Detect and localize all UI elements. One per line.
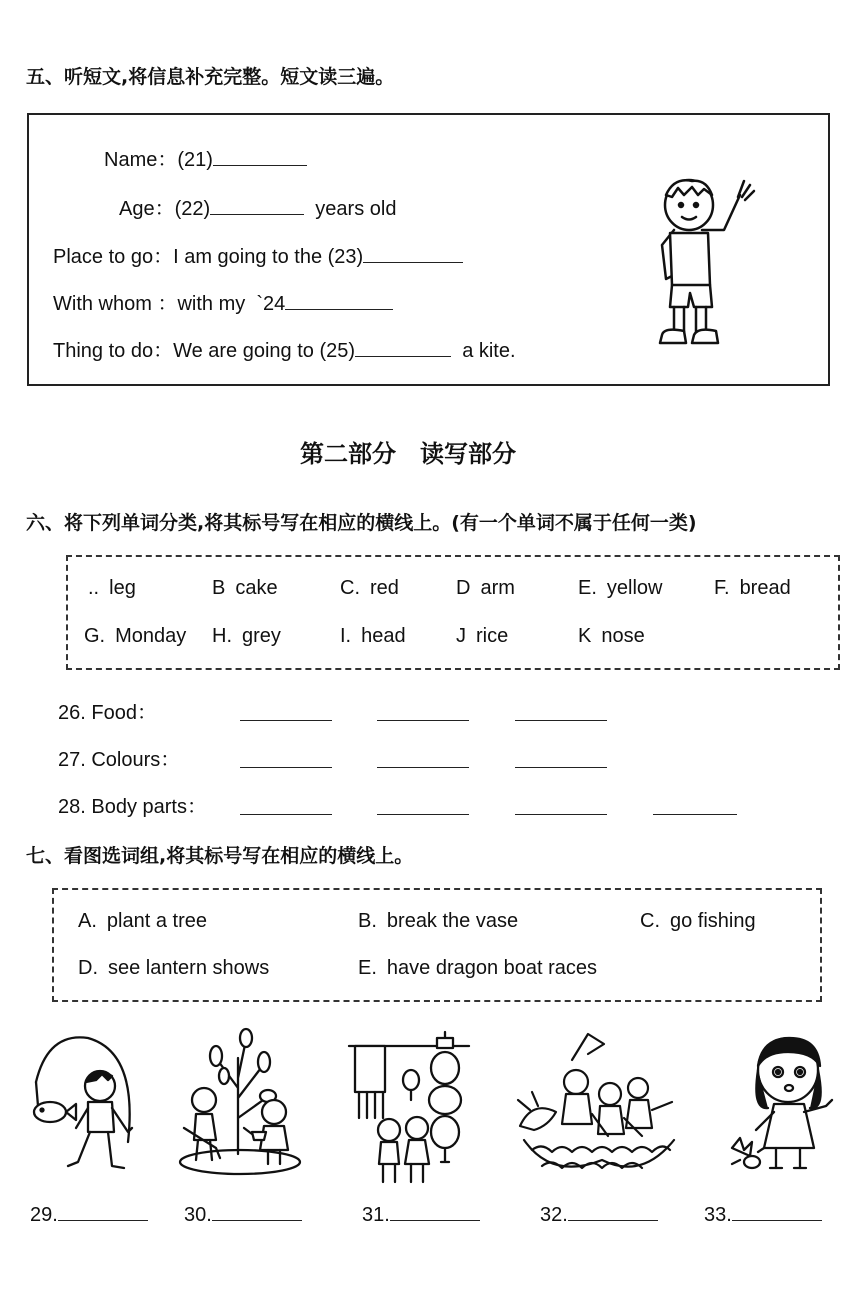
option-letter: B. [358, 910, 377, 932]
option-text: break the vase [386, 910, 519, 932]
picture-number: 30. [184, 1204, 212, 1226]
row-prefix: We are going to [173, 340, 314, 362]
broken-vase-girl-icon [722, 1030, 852, 1180]
word-text: grey [242, 625, 281, 647]
word-text: head [361, 625, 406, 647]
word-item [88, 577, 136, 600]
option-letter: A. [78, 910, 97, 932]
word-text: yellow [606, 577, 663, 599]
section-5-title: 五、听短文,将信息补充完整。短文读三遍。 [26, 66, 395, 88]
word-item [340, 577, 399, 600]
row-prefix: with my [177, 293, 246, 315]
option-text: plant a tree [106, 910, 207, 932]
phrase-options-box [52, 888, 822, 1002]
picture-answer-blank[interactable] [568, 1220, 658, 1221]
blank-number: (23) [327, 246, 364, 268]
word-text: red [370, 577, 399, 599]
word-item [456, 625, 508, 648]
waving-boy-icon [644, 175, 764, 355]
picture-answer-blank[interactable] [390, 1220, 480, 1221]
answer-blank[interactable] [653, 814, 737, 815]
option-letter: C. [640, 910, 660, 932]
word-text: rice [476, 625, 509, 647]
phrase-option [78, 910, 207, 933]
word-letter: E. [578, 577, 597, 599]
option-text: see lantern shows [108, 957, 270, 979]
word-text: nose [601, 625, 645, 647]
word-letter: K [578, 625, 592, 647]
row-age [119, 192, 396, 221]
picture-label [362, 1204, 480, 1227]
word-item [84, 625, 186, 648]
row-label: Age： [119, 198, 175, 220]
blank-number: (22) [174, 198, 211, 220]
word-letter: C. [340, 577, 360, 599]
answer-blank[interactable] [515, 767, 607, 768]
phrase-option [640, 910, 756, 933]
word-text: leg [109, 577, 136, 599]
answer-blank[interactable] [240, 720, 332, 721]
phrase-option [78, 957, 269, 980]
answer-blank-23[interactable] [363, 262, 463, 263]
word-item [340, 625, 406, 648]
word-text: cake [235, 577, 278, 599]
word-text: Monday [115, 625, 187, 647]
question-label: 28. Body parts： [58, 796, 207, 818]
word-letter: B [212, 577, 226, 599]
word-item [212, 625, 281, 648]
row-thing [53, 334, 516, 363]
answer-blank-22[interactable] [210, 214, 304, 215]
question-label: 27. Colours： [58, 749, 181, 771]
word-text: bread [739, 577, 791, 599]
lantern-show-icon [345, 1028, 475, 1188]
word-letter: I. [340, 625, 352, 647]
word-letter: G. [84, 625, 106, 647]
word-bank-box [66, 555, 840, 670]
answer-blank[interactable] [377, 814, 469, 815]
picture-label [540, 1204, 658, 1227]
answer-blank[interactable] [515, 814, 607, 815]
fishing-boy-icon [28, 1032, 153, 1182]
word-letter: H. [212, 625, 232, 647]
answer-blank[interactable] [515, 720, 607, 721]
word-item [456, 577, 515, 600]
picture-label [184, 1204, 302, 1227]
option-letter: D. [78, 957, 98, 979]
picture-answer-blank[interactable] [732, 1220, 822, 1221]
phrase-option [358, 910, 518, 933]
blank-number: (21) [177, 149, 213, 171]
picture-answer-blank[interactable] [212, 1220, 302, 1221]
section-6-title: 六、将下列单词分类,将其标号写在相应的横线上。(有一个单词不属于任何一类) [26, 512, 697, 534]
row-label: Place to go： [53, 246, 174, 268]
section-7-title: 七、看图选词组,将其标号写在相应的横线上。 [26, 845, 414, 867]
row-name [104, 143, 307, 172]
picture-label [30, 1204, 148, 1227]
answer-blank[interactable] [377, 720, 469, 721]
picture-number: 29. [30, 1204, 58, 1226]
word-letter: D [456, 577, 471, 599]
option-text: have dragon boat races [386, 957, 598, 979]
answer-blank-21[interactable] [213, 165, 307, 166]
picture-answer-blank[interactable] [58, 1220, 148, 1221]
question-label: 26. Food： [58, 702, 157, 724]
answer-blank[interactable] [240, 767, 332, 768]
row-suffix: years old [315, 198, 397, 220]
row-label: With whom ： [53, 293, 178, 315]
picture-number: 33. [704, 1204, 732, 1226]
row-label: Thing to do： [53, 340, 174, 362]
word-letter: J [456, 625, 466, 647]
word-letter: F. [714, 577, 730, 599]
row-suffix: a kite. [462, 340, 516, 362]
answer-blank-24[interactable] [285, 309, 393, 310]
phrase-option [358, 957, 597, 980]
word-item [578, 577, 662, 600]
listening-box [27, 113, 830, 386]
row-prefix: I am going to the [173, 246, 323, 268]
picture-number: 31. [362, 1204, 390, 1226]
answer-blank[interactable] [377, 767, 469, 768]
word-letter: .. [88, 577, 100, 599]
word-item [714, 577, 791, 600]
dragon-boat-icon [512, 1030, 682, 1180]
option-text: go fishing [670, 910, 756, 932]
answer-blank-25[interactable] [355, 356, 451, 357]
row-whom [53, 287, 393, 316]
picture-label [704, 1204, 822, 1227]
word-text: arm [480, 577, 515, 599]
part-2-title: 第二部分 读写部分 [300, 440, 516, 468]
row-place [53, 240, 463, 269]
word-item [212, 577, 278, 600]
blank-number: (25) [319, 340, 356, 362]
option-letter: E. [358, 957, 377, 979]
planting-tree-icon [176, 1028, 304, 1178]
blank-number: `24 [256, 293, 286, 315]
row-label: Name： [104, 149, 178, 171]
picture-number: 32. [540, 1204, 568, 1226]
word-item [578, 625, 645, 648]
answer-blank[interactable] [240, 814, 332, 815]
